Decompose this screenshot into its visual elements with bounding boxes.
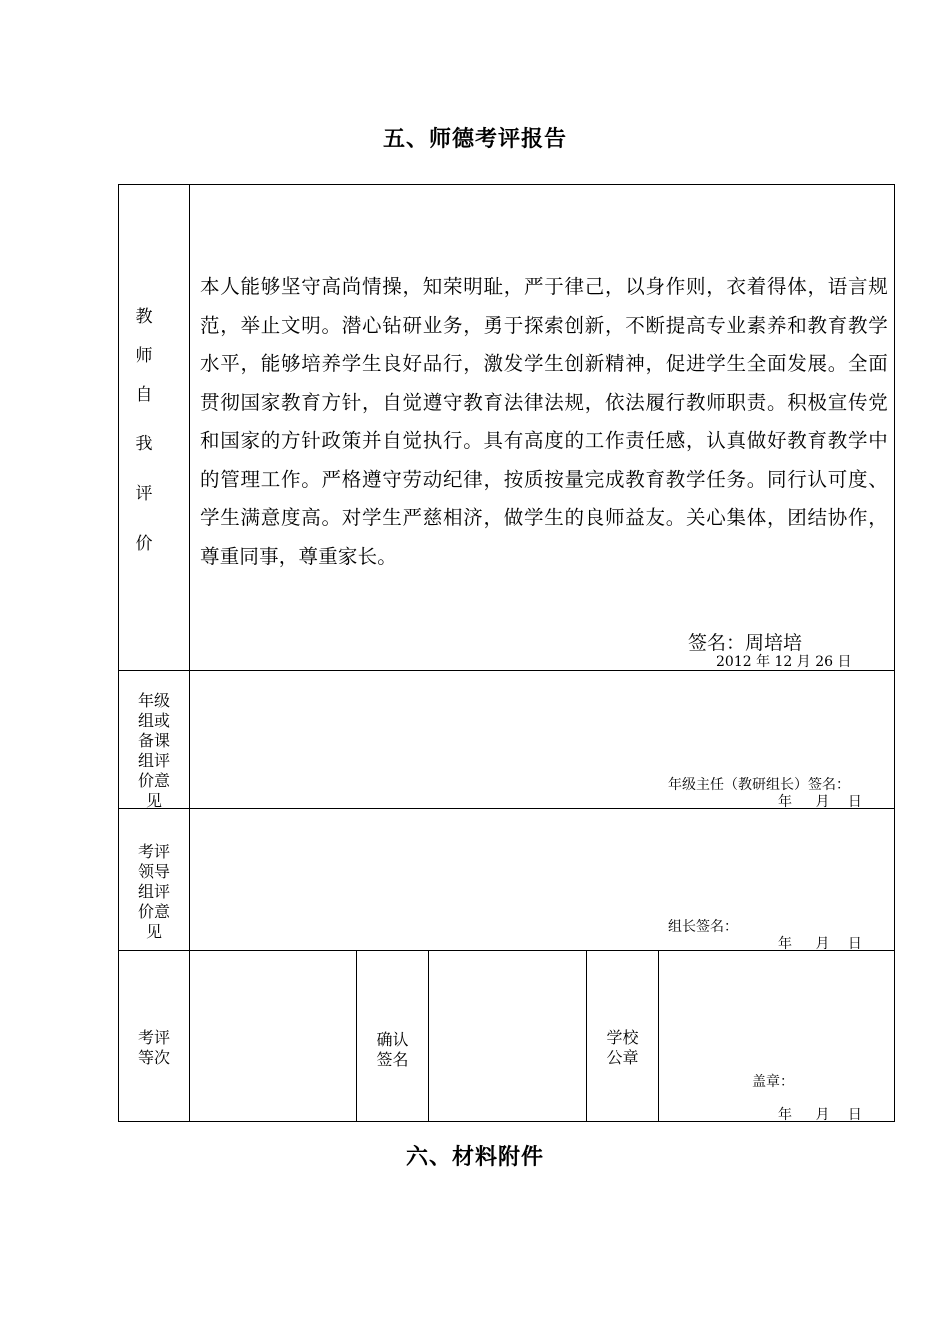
- table-border-left: [118, 184, 119, 1122]
- grade-group-label: [120, 691, 188, 811]
- label-line: 价意: [137, 902, 170, 921]
- leader-group-signer: 组长签名：: [668, 919, 738, 935]
- label-char: 自: [135, 385, 153, 405]
- table-border-right: [894, 184, 895, 1122]
- self-evaluation-signature: 签名：周培培: [688, 632, 803, 654]
- label-char: 师: [135, 346, 153, 366]
- date-year: 年: [778, 1107, 792, 1123]
- date-year: 年: [778, 936, 792, 952]
- leader-group-date: [778, 933, 862, 953]
- leader-group-label: [120, 842, 188, 942]
- label-line: 考评: [137, 842, 170, 861]
- date-day: 日: [847, 794, 862, 810]
- label-column-divider: [189, 184, 190, 1122]
- label-line: 等次: [137, 1048, 170, 1067]
- label-char: 教: [135, 307, 153, 327]
- confirm-signature-label: [358, 1030, 427, 1070]
- label-line: 备课: [137, 731, 170, 750]
- date-day: 日: [847, 936, 862, 952]
- self-evaluation-date: 2012 年 12 月 26 日: [716, 654, 852, 670]
- label-line: 签名: [376, 1050, 409, 1069]
- column-divider: [428, 950, 429, 1122]
- seal-text: 盖章：: [752, 1074, 794, 1090]
- rating-label: [120, 1028, 188, 1068]
- label-line: 年级: [137, 691, 170, 710]
- label-line: 学校: [606, 1028, 639, 1047]
- label-line: 组或: [137, 711, 170, 730]
- seal-date: [778, 1104, 862, 1124]
- column-divider: [658, 950, 659, 1122]
- label-char: 我: [135, 434, 153, 454]
- confirm-signature-cell[interactable]: [430, 952, 585, 1120]
- label-line: 确认: [376, 1030, 409, 1049]
- date-month: 月: [815, 936, 830, 952]
- column-divider: [356, 950, 357, 1122]
- date-month: 月: [815, 794, 830, 810]
- section-title-attachments: 六、材料附件: [405, 1145, 544, 1170]
- label-line: 见: [145, 791, 162, 810]
- date-month: 月: [815, 1107, 830, 1123]
- label-line: 考评: [137, 1028, 170, 1047]
- date-day: 日: [847, 1107, 862, 1123]
- label-line: 组评: [137, 751, 170, 770]
- rating-value-cell[interactable]: [191, 952, 355, 1120]
- table-border-top: [118, 184, 895, 185]
- column-divider: [586, 950, 587, 1122]
- label-line: 领导: [137, 862, 170, 881]
- label-line: 价意: [137, 771, 170, 790]
- school-seal-label: [588, 1028, 657, 1068]
- label-line: 公章: [606, 1048, 639, 1067]
- label-char: 价: [135, 534, 153, 554]
- label-line: 见: [145, 922, 162, 941]
- date-year: 年: [778, 794, 792, 810]
- self-evaluation-text: 本人能够坚守高尚情操，知荣明耻，严于律己，以身作则，衣着得体，语言规范，举止文明。潜心钻研业务，勇于探索创新，不断提高专业素养和教育教学水平，能够培养学生良好品行，激发学生创新精神，促进学生全面发展。全面贯彻国家教育方针，自觉遵守教育法律法规，依法履行教师职责。积极宣传党和国家的方针政策并自觉执行。具有高度的工作责任感，认真做好教育教学中的管理工作。严格遵守劳动纪律，按质按量完成教育教学任务。同行认可度、学生满意度高。对学生严慈相济，做学生的良师益友。关心集体，团结协作，尊重同事，尊重家长。: [200, 275, 888, 568]
- grade-group-signer: 年级主任（教研组长）签名：: [668, 777, 850, 793]
- label-line: 组评: [137, 882, 170, 901]
- section-title-ethics-report: 五、师德考评报告: [382, 127, 567, 152]
- grade-group-date: [778, 791, 862, 811]
- label-char: 评: [135, 484, 153, 504]
